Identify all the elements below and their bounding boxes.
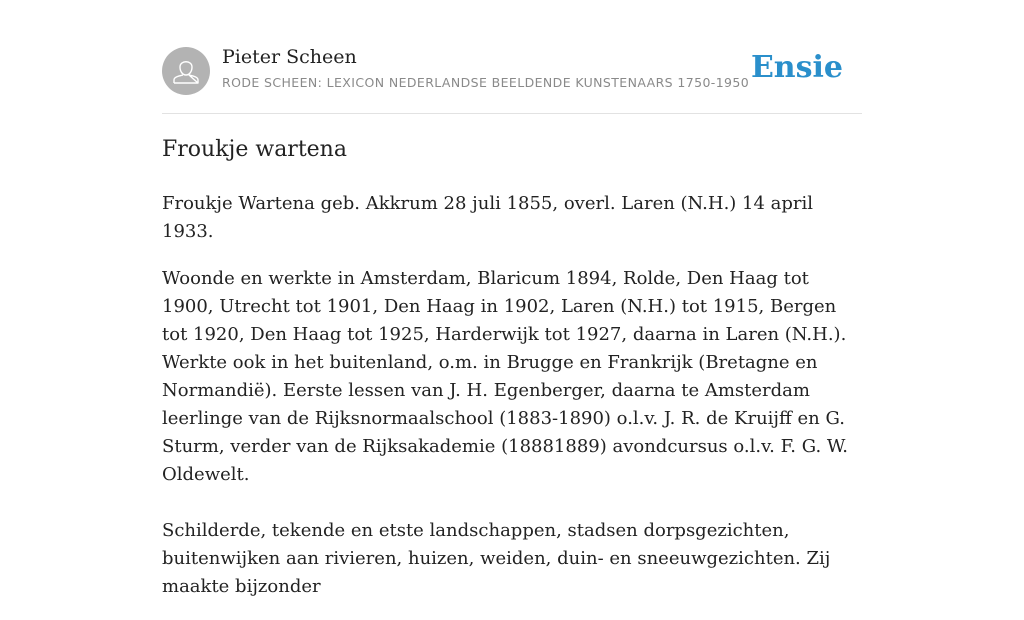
user-icon — [162, 47, 210, 95]
article-paragraph: Froukje Wartena geb. Akkrum 28 juli 1855, overl. Laren (N.H.) 14 april 1933. — [162, 193, 814, 242]
source-title[interactable]: RODE SCHEEN: LEXICON NEDERLANDSE BEELDENDE KUNSTENAARS 1750-1950 — [222, 75, 750, 90]
article-body — [162, 190, 866, 620]
author-name[interactable]: Pieter Scheen — [222, 46, 357, 68]
header-divider — [162, 113, 862, 114]
article-paragraph: Schilderde, tekende en etste landschappen, stadsen dorpsgezichten, buitenwijken aan rivieren, huizen, weiden, duin- en sneeuwgezichten. Zij maakte bijzonder — [162, 520, 831, 597]
author-header — [162, 46, 862, 96]
article-paragraph: Woonde en werkte in Amsterdam, Blaricum 1894, Rolde, Den Haag tot 1900, Utrecht tot 1901, Den Haag in 1902, Laren (N.H.) tot 1915, Bergen tot 1920, Den Haag tot 1925, Harderwijk tot 1927, daarna in Laren (N.H.). Werkte ook in het buitenland, o.m. in Brugge en Frankrijk (Bretagne en Normandië). Eerste lessen van J. H. Egenberger, daarna te Amsterdam leerlinge van de Rijksnormaalschool (1883-1890) o.l.v. J. R. de Kruijff en G. Sturm, verder van de Rijksakademie (18881889) avondcursus o.l.v. F. G. W. Oldewelt. — [162, 268, 848, 485]
avatar[interactable] — [162, 47, 210, 95]
ensie-logo[interactable]: Ensie — [750, 50, 843, 85]
article-title: Froukje wartena — [162, 137, 347, 162]
